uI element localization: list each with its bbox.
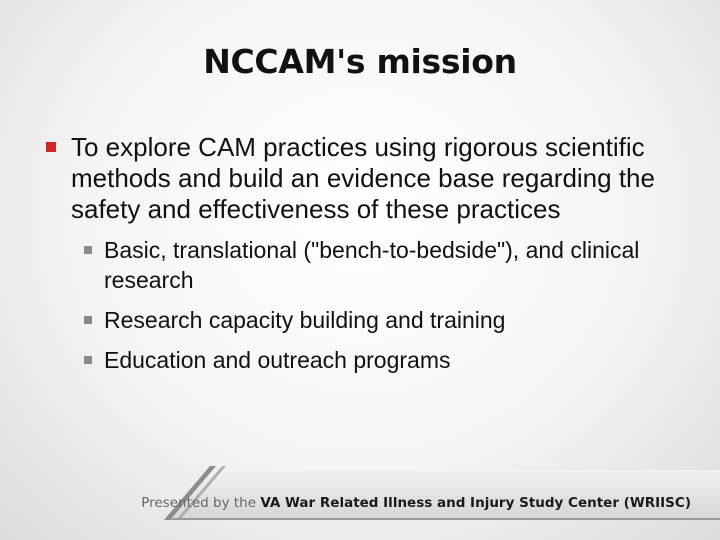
sub-bullet-education — [44, 345, 684, 375]
footer-credit — [141, 495, 691, 511]
footer-rule — [170, 518, 720, 520]
slide-title: NCCAM's mission — [203, 42, 517, 81]
square-bullet-icon — [46, 142, 56, 152]
sub-bullet-text: Research capacity building and training — [104, 307, 506, 333]
bullet-main — [44, 132, 684, 225]
square-bullet-icon — [84, 246, 92, 254]
square-bullet-icon — [84, 356, 92, 364]
footer-prefix: Presented by the — [141, 495, 257, 511]
sub-bullet-text: Education and outreach programs — [104, 347, 451, 373]
bullet-main-text: To explore CAM practices using rigorous scientific methods and build an evidence base regarding the safety and effectiveness of these practices — [71, 132, 655, 224]
footer-organization: VA War Related Illness and Injury Study Center (WRIISC) — [260, 495, 691, 511]
sub-bullet-capacity — [44, 305, 684, 335]
bullet-list — [44, 132, 684, 385]
sub-bullet-research — [44, 235, 684, 295]
square-bullet-icon — [84, 316, 92, 324]
sub-bullet-text: Basic, translational ("bench-to-bedside"), and clinical research — [104, 237, 640, 293]
